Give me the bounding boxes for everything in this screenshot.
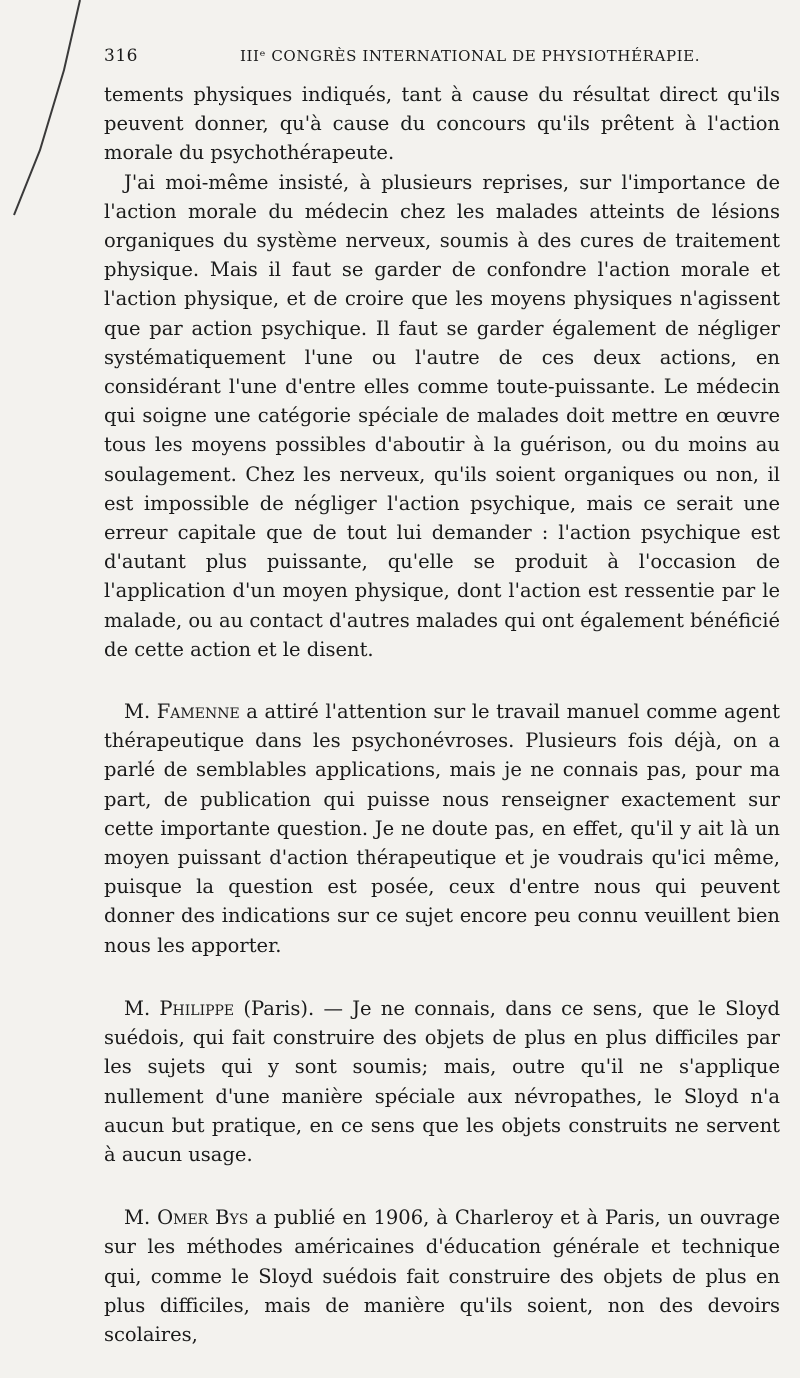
- speaker-prefix: M.: [124, 996, 160, 1020]
- paragraph-text: a publié en 1906, à Charleroy et à Paris, un ouvrage sur les méthodes américaines d'éducation générale et technique qui, comme le Sloyd suédois fait construire des objets de plus en plus difficiles, mais de manière qu'ils soient, non des devoirs scolaires,: [104, 1206, 780, 1346]
- speaker-prefix: M.: [124, 700, 157, 724]
- paragraph-text: a attiré l'attention sur le travail manuel comme agent thérapeutique dans les psychonévroses. Plusieurs fois déjà, on a parlé de semblables applications, mais je ne connais pas, pour ma part, de publication qui puisse nous renseigner exactement sur cette importante question. Je ne doute pas, en effet, qu'il y ait là un moyen puissant d'action thérapeutique et je voudrais qu'ici même, puisque la question est posée, ceux d'entre nous qui peuvent donner des indications sur ce sujet encore peu connu veuillent bien nous les apporter.: [104, 700, 780, 957]
- body-text: [104, 80, 780, 1349]
- speaker-name: Omer Bys: [157, 1206, 249, 1230]
- paragraph-philippe: [104, 994, 780, 1169]
- paragraph-text: (Paris). — Je ne connais, dans ce sens, que le Sloyd suédois, qui fait construire des objets de plus en plus difficiles par les sujets qui y sont soumis; mais, outre qu'il ne s'applique nullement d'une manière spéciale aux névropathes, le Sloyd n'a aucun but pratique, en ce sens que les objets construits ne servent à aucun usage.: [104, 996, 780, 1166]
- speaker-name: Famenne: [156, 700, 240, 724]
- paragraph-continuation: tements physiques indiqués, tant à cause du résultat direct qu'ils peuvent donner, qu'à cause du concours qu'ils prêtent à l'action morale du psychothérapeute.: [104, 83, 780, 165]
- paragraph-moral-action: J'ai moi-même insisté, à plusieurs reprises, sur l'importance de l'action morale du médecin chez les malades atteints de lésions organiques du système nerveux, soumis à des cures de traitement physique. Mais il faut se garder de confondre l'action morale et l'action physique, et de croire que les moyens physiques n'agissent que par action psychique. Il faut se garder également de négliger systématiquement l'une ou l'autre de ces deux actions, en considérant l'une d'entre elles comme toute-puissante. Le médecin qui soigne une catégorie spéciale de malades doit mettre en œuvre tous les moyens possibles d'aboutir à la guérison, ou du moins au soulagement. Chez les nerveux, qu'ils soient organiques ou non, il est impossible de négliger l'action psychique, mais ce serait une erreur capitale que de tout lui demander : l'action psychique est d'autant plus puissante, qu'elle se produit à l'occasion de l'application d'un moyen physique, dont l'action est ressentie par le malade, ou au contact d'autres malades qui ont également bénéficié de cette action et le disent.: [104, 170, 780, 661]
- running-title: IIIᵉ CONGRÈS INTERNATIONAL DE PHYSIOTHÉRAPIE.: [240, 47, 701, 65]
- page-header: [104, 46, 780, 70]
- paragraph-omer-bys: [104, 1203, 780, 1349]
- speaker-prefix: M.: [124, 1206, 158, 1230]
- speaker-name: Philippe: [159, 996, 235, 1020]
- page-number: 316: [104, 46, 138, 66]
- paragraph-famenne: [104, 697, 780, 960]
